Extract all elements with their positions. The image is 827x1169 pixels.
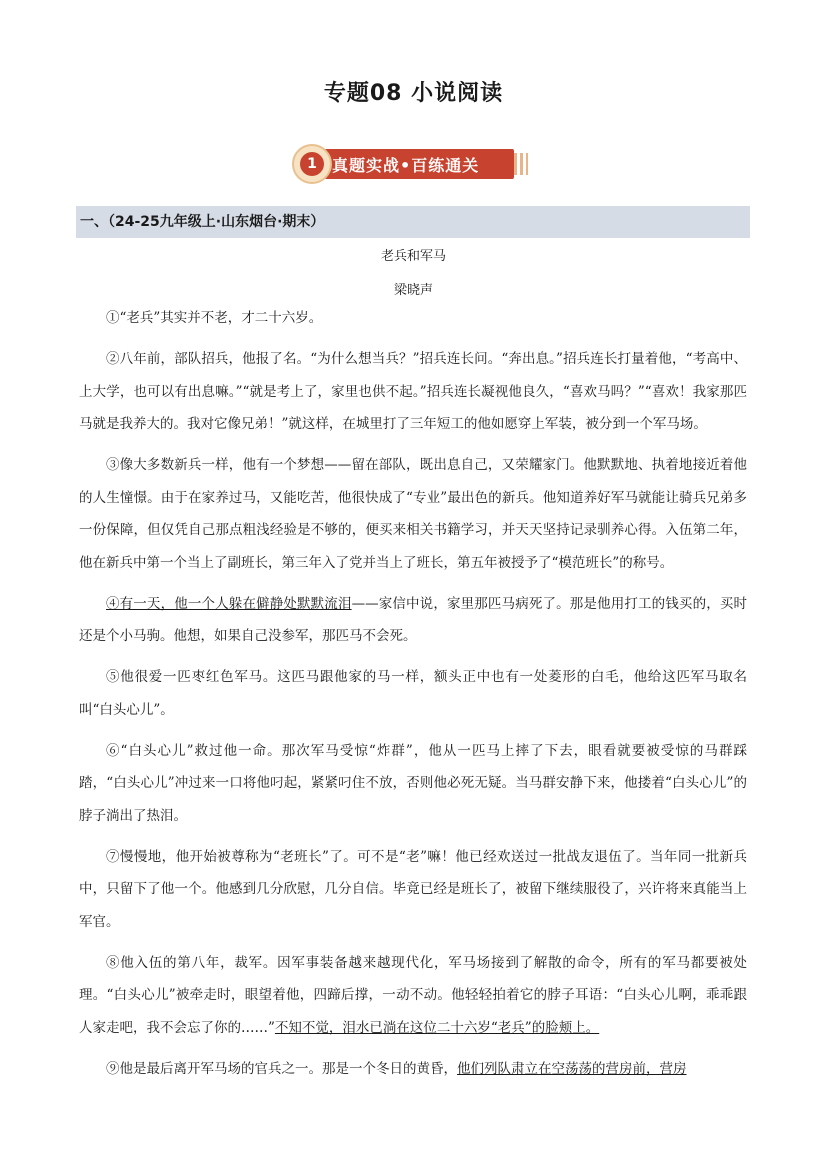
question-heading: 一、（24-25九年级上·山东烟台·期末）: [76, 206, 750, 238]
paragraph-7: ⑦慢慢地，他开始被尊称为“老班长”了。可不是“老”嘛！他已经欢送过一批战友退伍了。当年同一批新兵中，只留下了他一个。他感到几分欣慰，几分自信。毕竟已经是班长了，被留下继续服役了，兴许将来真能当上军官。: [79, 848, 747, 930]
banner-label: 真题实战•百练通关: [332, 156, 480, 175]
paragraph-9-text: ⑨他是最后离开军马场的官兵之一。那是一个冬日的黄昏，: [106, 1060, 457, 1077]
paragraph-4: [79, 588, 747, 653]
banner-number-badge: [292, 144, 332, 184]
story-title: 老兵和军马: [380, 249, 446, 264]
paragraph-5: ⑤他很爱一匹枣红色军马。这匹马跟他家的马一样，额头正中也有一处菱形的白毛，他给这匹军马取名叫“白头心儿”。: [79, 669, 747, 718]
paragraph-2: ②八年前，部队招兵，他报了名。“为什么想当兵？”招兵连长问。“奔出息。”招兵连长打量着他，“考高中、上大学，也可以有出息嘛。”“就是考上了，家里也供不起。”招兵连长凝视他良久，“喜欢马吗？”“喜欢！我家那匹马就是我养大的。我对它像兄弟！”就这样，在城里打了三年短工的他如愿穿上军装，被分到一个军马场。: [79, 351, 747, 432]
underlined-sentence-8: 不知不觉，泪水已淌在这位二十六岁“老兵”的脸颊上。: [274, 1019, 600, 1036]
paragraph-8-text: ⑧他入伍的第八年，裁军。因军事装备越来越现代化，军马场接到了解散的命令，所有的军马都要被处理。“白头心儿”被牵走时，眼望着他，四蹄后撑，一动不动。他轻轻拍着它的脖子耳语：“白头心儿啊，乖乖跟人家走吧，我不会忘了你的……”: [79, 954, 747, 1036]
underlined-sentence-4: ④有一天，他一个人躲在僻静处默默流泪: [106, 595, 352, 612]
paragraph-6: ⑥“白头心儿”救过他一命。那次军马受惊“炸群”，他从一匹马上摔了下去，眼看就要被受惊的马群踩踏，“白头心儿”冲过来一口将他叼起，紧紧叼住不放，否则他必死无疑。当马群安静下来，他搂着“白头心儿”的脖子淌出了热泪。: [79, 742, 747, 824]
paragraph-4-rest: ——家信中说，家里那匹马病死了。那是他用打工的钱买的，买时还是个小马驹。他想，如果自己没参军，那匹马不会死。: [79, 595, 748, 644]
paragraph-8: [79, 947, 747, 1045]
section-banner: [292, 144, 532, 184]
paragraph-3: ③像大多数新兵一样，他有一个梦想——留在部队，既出息自己，又荣耀家门。他默默地、执着地接近着他的人生憧憬。由于在家养过马，又能吃苦，他很快成了“专业”最出色的新兵。他知道养好军马就能让骑兵兄弟多一份保障，但仅凭自己那点粗浅经验是不够的，便买来相关书籍学习，并天天坚持记录驯养心得。入伍第二年，他在新兵中第一个当上了副班长，第三年入了党并当上了班长，第五年被授予了“模范班长”的称号。: [79, 457, 747, 571]
page-title: 专题08 小说阅读: [323, 81, 504, 106]
story-author: 梁晓声: [393, 283, 433, 298]
paragraph-9: [79, 1053, 747, 1086]
story-body: [79, 302, 747, 1094]
banner-number: 1: [300, 152, 324, 176]
paragraph-1: ①“老兵”其实并不老，才二十六岁。: [106, 310, 323, 326]
underlined-sentence-9: 他们列队肃立在空荡荡的营房前，营房: [457, 1060, 687, 1077]
